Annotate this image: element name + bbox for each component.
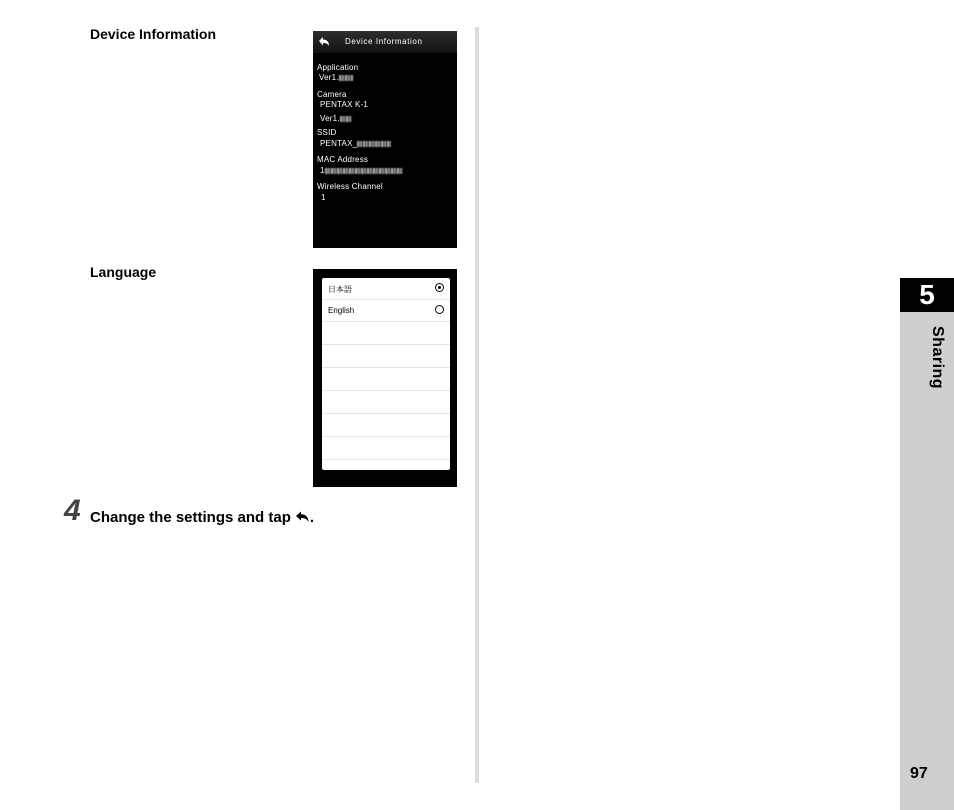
language-option-label: English (328, 306, 355, 315)
chapter-title: Sharing (929, 326, 946, 390)
ssid-label: SSID (317, 128, 337, 137)
language-option-english[interactable] (322, 300, 450, 322)
step-instruction-suffix: . (309, 509, 315, 526)
application-version: Ver1. (319, 73, 353, 82)
empty-list-row (322, 346, 450, 368)
language-option-label: 日本語 (328, 285, 352, 294)
radio-unselected-icon[interactable] (435, 305, 444, 314)
application-label: Application (317, 63, 359, 72)
empty-list-row (322, 415, 450, 437)
empty-list-row (322, 323, 450, 345)
camera-version: Ver1. (320, 114, 352, 123)
language-option-japanese[interactable] (322, 278, 450, 300)
ssid-value: PENTAX_ (320, 139, 391, 148)
language-screen (313, 269, 457, 487)
device-information-heading: Device Information (90, 26, 217, 42)
language-list (322, 278, 450, 470)
empty-list-row (322, 392, 450, 414)
column-divider (475, 27, 479, 783)
device-information-screen (313, 31, 457, 248)
mac-address-value: 1 (320, 166, 403, 175)
empty-list-row (322, 438, 450, 460)
empty-list-row (322, 369, 450, 391)
language-heading: Language (90, 264, 157, 280)
wireless-channel-value: 1 (321, 193, 326, 202)
step-number: 4 (64, 494, 81, 527)
camera-label: Camera (317, 90, 347, 99)
back-arrow-icon[interactable] (315, 34, 331, 50)
device-information-header (313, 31, 457, 53)
device-information-title: Device Information (345, 37, 423, 46)
step-instruction-text: Change the settings and tap (90, 509, 291, 526)
camera-model: PENTAX K-1 (320, 100, 369, 109)
wireless-channel-label: Wireless Channel (317, 182, 383, 191)
page-number: 97 (910, 765, 928, 782)
mac-address-label: MAC Address (317, 155, 369, 164)
radio-selected-icon[interactable] (435, 283, 444, 292)
back-arrow-icon (294, 510, 310, 524)
chapter-number: 5 (900, 278, 954, 312)
step-instruction (90, 509, 314, 526)
